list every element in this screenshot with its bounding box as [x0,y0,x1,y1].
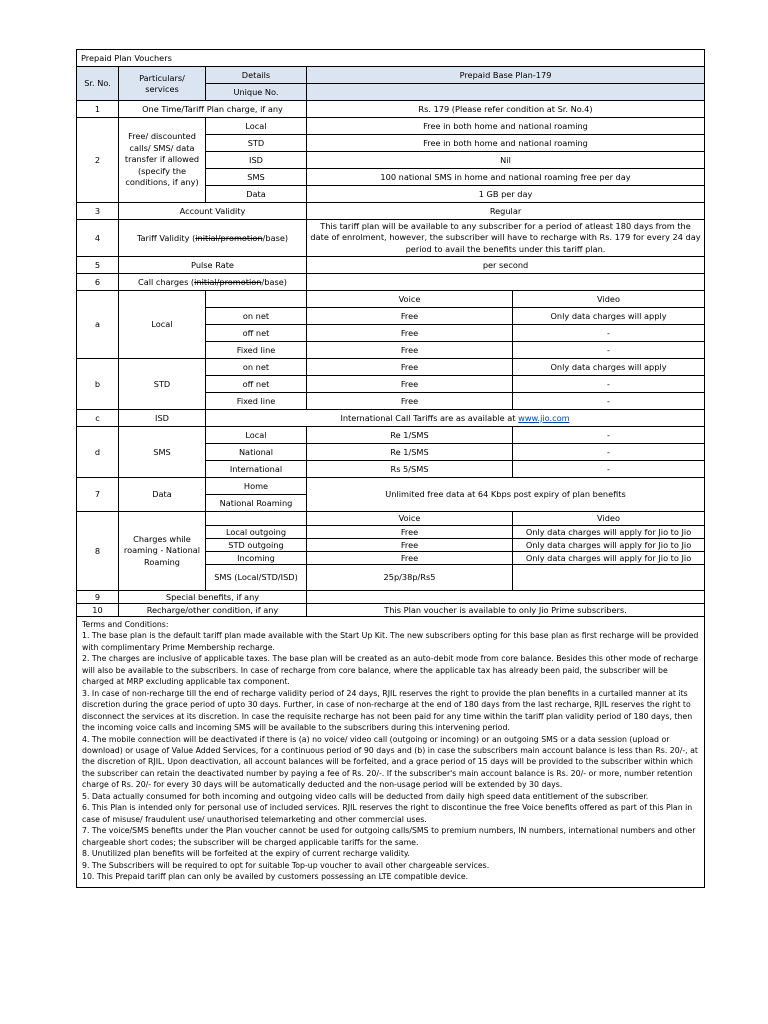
row-6-value [307,274,705,291]
row-4-particular: Tariff Validity (initial/promotion/base) [119,220,307,257]
row-8-video-header: Video [513,512,705,526]
table-title: Prepaid Plan Vouchers [77,50,705,67]
call-d-sr: d [77,427,119,478]
roaming-voice: Free [307,552,513,565]
row-6-particular: Call charges (initial/promotion/base) [119,274,307,291]
row-8-blank-cell [206,512,307,526]
row-7-value: Unlimited free data at 64 Kbps post expiry of plan benefits [307,478,705,512]
roaming-video: Only data charges will apply for Jio to Jio [513,539,705,552]
row-8-sr: 8 [77,512,119,591]
call-a-video: Only data charges will apply [513,308,705,325]
row-10-sr: 10 [77,604,119,617]
row-7-sr: 7 [77,478,119,512]
terms-item: 7. The voice/SMS benefits under the Plan voucher cannot be used for outgoing calls/SMS to premium numbers, IN numbers, international numbers and other chargeable short codes; the subscriber will be charged applicable tariffs for the same. [82,826,696,847]
header-unique-no: Unique No. [206,84,307,101]
row-2-value-local: Free in both home and national roaming [307,118,705,135]
row-9-sr: 9 [77,591,119,604]
row-6-sr: 6 [77,274,119,291]
call-d-voice: Re 1/SMS [307,427,513,444]
terms-item: 1. The base plan is the default tariff plan made available with the Start Up Kit. The new subscribers opting for this base plan as first recharge will be provided with complimentary Prime Membership recharge. [82,631,699,652]
call-b-voice: Free [307,393,513,410]
row-2-value-data: 1 GB per day [307,186,705,203]
call-b-type: Fixed line [206,393,307,410]
row-3-value: Regular [307,203,705,220]
row-9-particular: Special benefits, if any [119,591,307,604]
call-d-type: National [206,444,307,461]
call-a-type: Fixed line [206,342,307,359]
row-4-sr: 4 [77,220,119,257]
jio-website-link[interactable]: www.jio.com [518,412,570,423]
call-b-type: on net [206,359,307,376]
terms-item: 10. This Prepaid tariff plan can only be availed by customers possessing an LTE compatible device. [82,871,469,881]
call-c-sr: c [77,410,119,427]
row-7-type-national-roaming: National Roaming [206,495,307,512]
roaming-voice: 25p/38p/Rs5 [307,565,513,591]
roaming-type: Local outgoing [206,526,307,539]
call-a-voice: Free [307,342,513,359]
terms-item: 6. This Plan is intended only for personal use of included services. RJIL reserves the right to discontinue the free Voice benefits offered as part of this Plan in case of misuse/ fraudulent use/ unauthorised telemarketing and other commercial uses. [82,803,693,824]
call-b-voice: Free [307,376,513,393]
call-c-value: International Call Tariffs are as available at www.jio.com [206,410,705,427]
roaming-voice: Free [307,539,513,552]
row-2-label-sms: SMS [206,169,307,186]
call-d-voice: Rs 5/SMS [307,461,513,478]
call-a-type: on net [206,308,307,325]
row-5-particular: Pulse Rate [119,257,307,274]
terms-item: 5. Data actually consumed for both incoming and outgoing video calls will be deducted from daily high speed data entitlement of the subscriber. [82,791,649,801]
terms-item: 8. Unutilized plan benefits will be forfeited at the expiry of current recharge validity. [82,849,410,859]
roaming-video: Only data charges will apply for Jio to Jio [513,552,705,565]
unique-no-value [307,84,705,101]
plan-document [76,49,704,888]
row-3-sr: 3 [77,203,119,220]
roaming-type: Incoming [206,552,307,565]
call-a-type: off net [206,325,307,342]
call-d-label: SMS [119,427,206,478]
call-d-video: - [513,461,705,478]
call-a-video: - [513,342,705,359]
row-9-value [307,591,705,604]
call-d-voice: Re 1/SMS [307,444,513,461]
header-details: Details [206,67,307,84]
call-b-video: - [513,376,705,393]
call-b-voice: Free [307,359,513,376]
row-1-value: Rs. 179 (Please refer condition at Sr. No.4) [307,101,705,118]
voice-header: Voice [307,291,513,308]
call-d-type: International [206,461,307,478]
call-a-sr: a [77,291,119,359]
terms-and-conditions [77,617,705,888]
call-blank-cell [206,291,307,308]
row-2-label-local: Local [206,118,307,135]
row-2-value-isd: Nil [307,152,705,169]
call-b-video: Only data charges will apply [513,359,705,376]
call-b-video: - [513,393,705,410]
call-b-type: off net [206,376,307,393]
header-particulars: Particulars/ services [119,67,206,101]
call-d-type: Local [206,427,307,444]
row-1-particular: One Time/Tariff Plan charge, if any [119,101,307,118]
row-2-value-sms: 100 national SMS in home and national roaming free per day [307,169,705,186]
call-b-sr: b [77,359,119,410]
call-d-video: - [513,427,705,444]
row-2-label-data: Data [206,186,307,203]
row-10-particular: Recharge/other condition, if any [119,604,307,617]
call-a-voice: Free [307,325,513,342]
row-5-sr: 5 [77,257,119,274]
terms-item: 4. The mobile connection will be deactivated if there is (a) no voice/ video call (outgoing or incoming) or an outgoing SMS or a data session (upload or download) or usage of Value Added Services, for a continuous period of 90 days and (b) in case the subscribers main account balance is less than Rs. 20/-, at the discretion of RJIL. Upon deactivation, all account balances will be forfeited, and a grace period of 15 days will be provided to the subscriber within which the subscriber can retain the deactivated number by paying a fee of Rs. 20/-. If the subscriber's main account balance is Rs. 20/- or more, number retention charge of Rs. 20/- for every 30 days will be automatically deducted and the non-usage period will be extended by 30 days. [82,734,698,790]
row-5-value: per second [307,257,705,274]
roaming-video: Only data charges will apply for Jio to Jio [513,526,705,539]
row-2-label-std: STD [206,135,307,152]
call-b-label: STD [119,359,206,410]
row-3-particular: Account Validity [119,203,307,220]
call-a-voice: Free [307,308,513,325]
call-c-label: ISD [119,410,206,427]
call-a-label: Local [119,291,206,359]
roaming-video [513,565,705,591]
roaming-voice: Free [307,526,513,539]
header-sr-no: Sr. No. [77,67,119,101]
row-2-particular: Free/ discounted calls/ SMS/ data transfer if allowed (specify the conditions, if any) [119,118,206,203]
row-2-value-std: Free in both home and national roaming [307,135,705,152]
row-4-value: This tariff plan will be available to any subscriber for a period of atleast 180 days from the date of enrolment, however, the subscriber will have to recharge with Rs. 179 for every 24 day period to avail the benefits under this tariff plan. [307,220,705,257]
call-d-video: - [513,444,705,461]
terms-item: 2. The charges are inclusive of applicable taxes. The base plan will be created as an auto-debit mode from core balance. Besides this other mode of recharge will also be available to the subscribers. In case of recharge from core balance, where the applicable tax has already been paid, the subscriber will be charged at MRP excluding applicable tax component. [82,654,699,687]
header-plan-name: Prepaid Base Plan-179 [307,67,705,84]
terms-item: 9. The Subscribers will be required to opt for suitable Top-up voucher to avail other chargeable services. [82,860,490,870]
row-2-sr: 2 [77,118,119,203]
terms-item: 3. In case of non-recharge till the end of recharge validity period of 24 days, RJIL reserves the right to provide the plan benefits in a curtailed manner at its discretion during the grace period of upto 30 days. Further, in case of non-recharge at the end of 180 days from the last recharge, RJIL reserves the right to disconnect the services at its discretion. In case the requisite recharge has not been paid for any time within the tariff plan validity period of 180 days, then the incoming voice calls and incoming SMS will be available to the subscribers during this intervening period. [82,688,693,733]
roaming-type: SMS (Local/STD/ISD) [206,565,307,591]
call-a-video: - [513,325,705,342]
row-10-value: This Plan voucher is available to only Jio Prime subscribers. [307,604,705,617]
row-2-label-isd: ISD [206,152,307,169]
terms-heading: Terms and Conditions: [82,620,169,629]
row-7-type-home: Home [206,478,307,495]
video-header: Video [513,291,705,308]
row-8-voice-header: Voice [307,512,513,526]
row-7-particular: Data [119,478,206,512]
tariff-table [76,49,705,888]
row-8-particular: Charges while roaming - National Roaming [119,512,206,591]
roaming-type: STD outgoing [206,539,307,552]
row-1-sr: 1 [77,101,119,118]
